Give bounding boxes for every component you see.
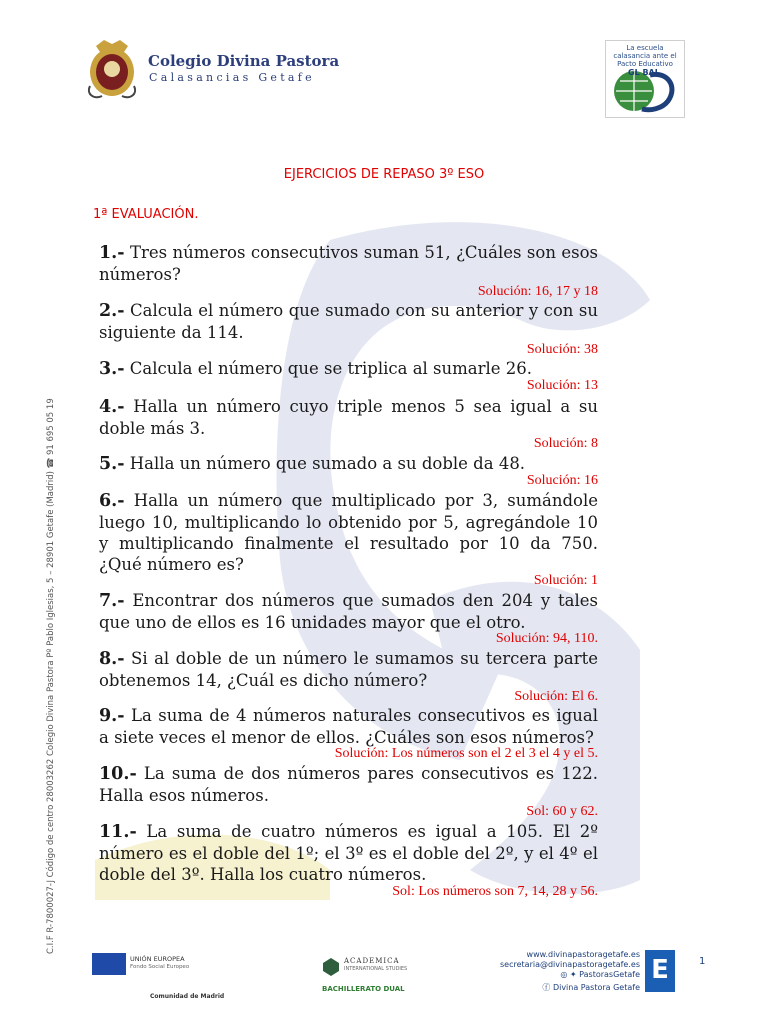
- exercise-text: Calcula el número que sumado con su anterior y con su siguiente da 114.: [99, 301, 599, 342]
- academica-logo: [322, 957, 408, 981]
- facebook-text: Divina Pastora Getafe: [552, 983, 640, 992]
- exercise-solution: Solución: 16, 17 y 18: [477, 284, 598, 299]
- facebook-link: [542, 982, 640, 993]
- academica-icon: [322, 957, 340, 977]
- exercise-number: 8.-: [99, 649, 125, 669]
- exercise-text: Halla un número que multiplicado por 3, sumándole luego 10, multiplicando lo obtenido por 5, agregándole 10 y multiplicando finalmente el resultado por 10 da 750. ¿Qué número es?: [99, 491, 598, 574]
- sidebar-contact-text: C.I.F R-7800027-J Código de centro 28003262 Colegio Divina Pastora Pº Pablo Iglesias, 5 – 28901 Getafe (Madrid) ☎ 91 695 05 19: [46, 398, 56, 954]
- global-badge-text: La escuela calasancia ante el Pacto Educativo: [613, 44, 677, 68]
- exercise: [99, 453, 598, 475]
- exercise-text: La suma de cuatro números es igual a 105. El 2º número es el doble del 1º; el 3º es el doble del 2º, y el 4º el doble del 3º. Halla los cuatro números.: [99, 822, 598, 884]
- sidebar-contact: [40, 334, 62, 954]
- exercise-number: 1.-: [99, 243, 125, 263]
- eu-flag-icon: [92, 953, 126, 975]
- eu-label: UNIÓN EUROPEA: [130, 955, 185, 963]
- eu-fund-label: Fondo Social Europeo: [130, 964, 190, 970]
- exercise-solution: Solución: 38: [526, 342, 598, 357]
- exercise: [99, 358, 598, 380]
- exercise-number: 2.-: [99, 301, 125, 321]
- exercise-text: Halla un número que sumado a su doble da 48.: [129, 454, 526, 473]
- exercise-number: 7.-: [99, 591, 125, 611]
- exercise-solution: Solución: 1: [533, 573, 598, 588]
- exercise: [99, 590, 598, 633]
- exercise-text: La suma de dos números pares consecutivos es 122. Halla esos números.: [99, 764, 598, 805]
- exercise-number: 6.-: [99, 491, 125, 511]
- global-badge: [605, 40, 685, 118]
- exercise-number: 4.-: [99, 397, 125, 417]
- exercise-text: La suma de 4 números naturales consecutivos es igual a siete veces el menor de ellos. ¿Cuáles son esos números?: [99, 706, 598, 747]
- exercise-solution: Solución: 94, 110.: [495, 631, 598, 646]
- instagram-twitter-icon: ◎ ✦: [560, 970, 580, 979]
- bachillerato-dual-label: BACHILLERATO DUAL: [322, 985, 405, 993]
- exercise: [99, 821, 598, 885]
- exercise: [99, 648, 598, 691]
- social-handle-text: PastorasGetafe: [579, 970, 640, 979]
- madrid-label: Comunidad de Madrid: [150, 993, 225, 1000]
- exercise: [99, 763, 598, 806]
- exercise-text: Encontrar dos números que sumados den 204 y tales que uno de ellos es 16 unidades mayor que el otro.: [99, 591, 598, 632]
- exercise-number: 9.-: [99, 706, 125, 726]
- exercise-text: Halla un número cuyo triple menos 5 sea igual a su doble más 3.: [99, 397, 598, 438]
- e-certification-badge: E: [645, 950, 675, 992]
- exercise-text: Calcula el número que se triplica al sumarle 26.: [129, 359, 533, 378]
- exercise: [99, 300, 598, 343]
- academica-subtitle: INTERNATIONAL STUDIES: [344, 966, 408, 972]
- school-subtitle: Calasancias Getafe: [149, 71, 315, 84]
- website-link[interactable]: www.divinapastoragetafe.es: [526, 950, 640, 959]
- exercise-text: Tres números consecutivos suman 51, ¿Cuáles son esos números?: [99, 243, 599, 284]
- page-number: 1: [699, 956, 706, 967]
- exercise-text: Si al doble de un número le sumamos su tercera parte obtenemos 14, ¿Cuál es dicho número?: [99, 649, 598, 690]
- exercise-solution: Solución: 16: [526, 473, 598, 488]
- social-handle: [560, 970, 640, 979]
- facebook-icon: ⓕ: [542, 983, 553, 992]
- document-title: EJERCICIOS DE REPASO 3º ESO: [283, 167, 485, 182]
- school-crest-logo: [82, 36, 142, 102]
- exercise-solution: Solución: El 6.: [514, 689, 598, 704]
- exercise-solution: Sol: 60 y 62.: [526, 804, 598, 819]
- exercise: [99, 396, 598, 439]
- exercise-solution: Sol: Los números son 7, 14, 28 y 56.: [392, 884, 598, 899]
- exercise-solution: Solución: 13: [526, 378, 598, 393]
- exercise-number: 10.-: [99, 764, 137, 784]
- exercise: [99, 490, 598, 575]
- global-label: GL BAL: [628, 68, 660, 77]
- exercise-number: 3.-: [99, 359, 125, 379]
- exercise: [99, 705, 598, 748]
- exercise-solution: Solución: Los números son el 2 el 3 el 4 y el 5.: [334, 746, 598, 761]
- globe-icon: [606, 61, 684, 117]
- email-link[interactable]: secretaria@divinapastoragetafe.es: [500, 960, 640, 969]
- exercise-number: 11.-: [99, 822, 137, 842]
- academica-name: ACADEMICA: [344, 957, 400, 965]
- exercise-solution: Solución: 8: [533, 436, 598, 451]
- exercise-number: 5.-: [99, 454, 125, 474]
- evaluation-heading: 1ª EVALUACIÓN.: [93, 207, 199, 222]
- exercise: [99, 242, 598, 285]
- school-name: Colegio Divina Pastora: [148, 52, 340, 70]
